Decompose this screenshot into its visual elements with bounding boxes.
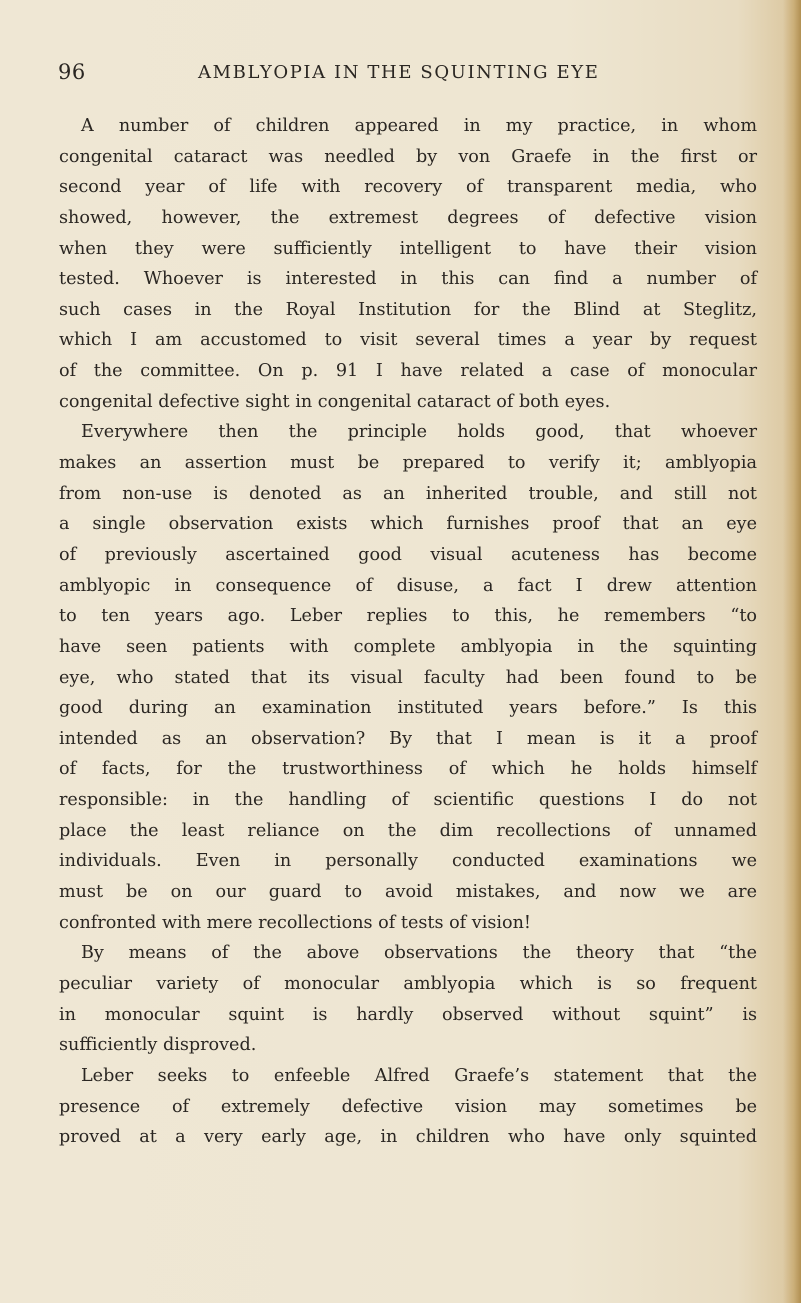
text-line: By means of the above observations the theory that “the — [81, 943, 757, 964]
text-line: showed, however, the extremest degrees of defective vision — [59, 207, 757, 228]
page-header — [58, 60, 748, 94]
text-line: place the least reliance on the dim recollections of unnamed — [59, 820, 757, 841]
text-line: to ten years ago. Leber replies to this, he remembers “to — [59, 606, 757, 627]
text-line: of previously ascertained good visual acuteness has become — [59, 544, 757, 565]
text-line: tested. Whoever is interested in this can find a number of — [59, 269, 757, 290]
text-line: Leber seeks to enfeeble Alfred Graefe’s statement that the — [81, 1065, 757, 1086]
text-line: Everywhere then the principle holds good, that whoever — [81, 422, 757, 443]
text-line: responsible: in the handling of scientific questions I do not — [59, 790, 757, 811]
text-line: in monocular squint is hardly observed without squint” is — [59, 1004, 757, 1025]
text-line: second year of life with recovery of transparent media, who — [59, 177, 757, 198]
text-line: congenital defective sight in congenital cataract of both eyes. — [59, 391, 611, 412]
text-line: have seen patients with complete amblyopia in the squinting — [59, 636, 757, 657]
text-line: which I am accustomed to visit several times a year by request — [59, 330, 757, 351]
text-line: a single observation exists which furnishes proof that an eye — [59, 514, 757, 535]
text-line: intended as an observation? By that I mean is it a proof — [59, 728, 757, 749]
text-line: must be on our guard to avoid mistakes, and now we are — [59, 882, 757, 903]
text-line: eye, who stated that its visual faculty had been found to be — [59, 667, 757, 688]
text-line: of facts, for the trustworthiness of which he holds himself — [59, 759, 757, 780]
running-title: AMBLYOPIA IN THE SQUINTING EYE — [198, 62, 600, 83]
text-line: from non-use is denoted as an inherited trouble, and still not — [59, 483, 757, 504]
page-number: 96 — [58, 60, 86, 84]
text-line: of the committee. On p. 91 I have related a case of monocular — [59, 361, 757, 382]
page-edge-shadow — [783, 0, 801, 1303]
text-line: individuals. Even in personally conducted examinations we — [59, 851, 757, 872]
text-line: confronted with mere recollections of tests of vision! — [59, 912, 531, 933]
text-line: proved at a very early age, in children who have only squinted — [59, 1127, 757, 1148]
text-line: A number of children appeared in my practice, in whom — [81, 116, 757, 136]
body-text — [59, 111, 757, 1153]
text-line: makes an assertion must be prepared to verify it; amblyopia — [59, 453, 757, 474]
text-line: good during an examination instituted years before.” Is this — [59, 698, 757, 719]
text-line: when they were sufficiently intelligent to have their vision — [59, 238, 757, 259]
text-line: presence of extremely defective vision may sometimes be — [59, 1096, 757, 1117]
text-line: sufficiently disproved. — [59, 1035, 257, 1056]
text-line: peculiar variety of monocular amblyopia which is so frequent — [59, 973, 757, 994]
text-line: such cases in the Royal Institution for the Blind at Steglitz, — [59, 299, 757, 320]
text-line: amblyopic in consequence of disuse, a fact I drew attention — [59, 575, 757, 596]
text-line: congenital cataract was needled by von Graefe in the first or — [59, 146, 757, 167]
